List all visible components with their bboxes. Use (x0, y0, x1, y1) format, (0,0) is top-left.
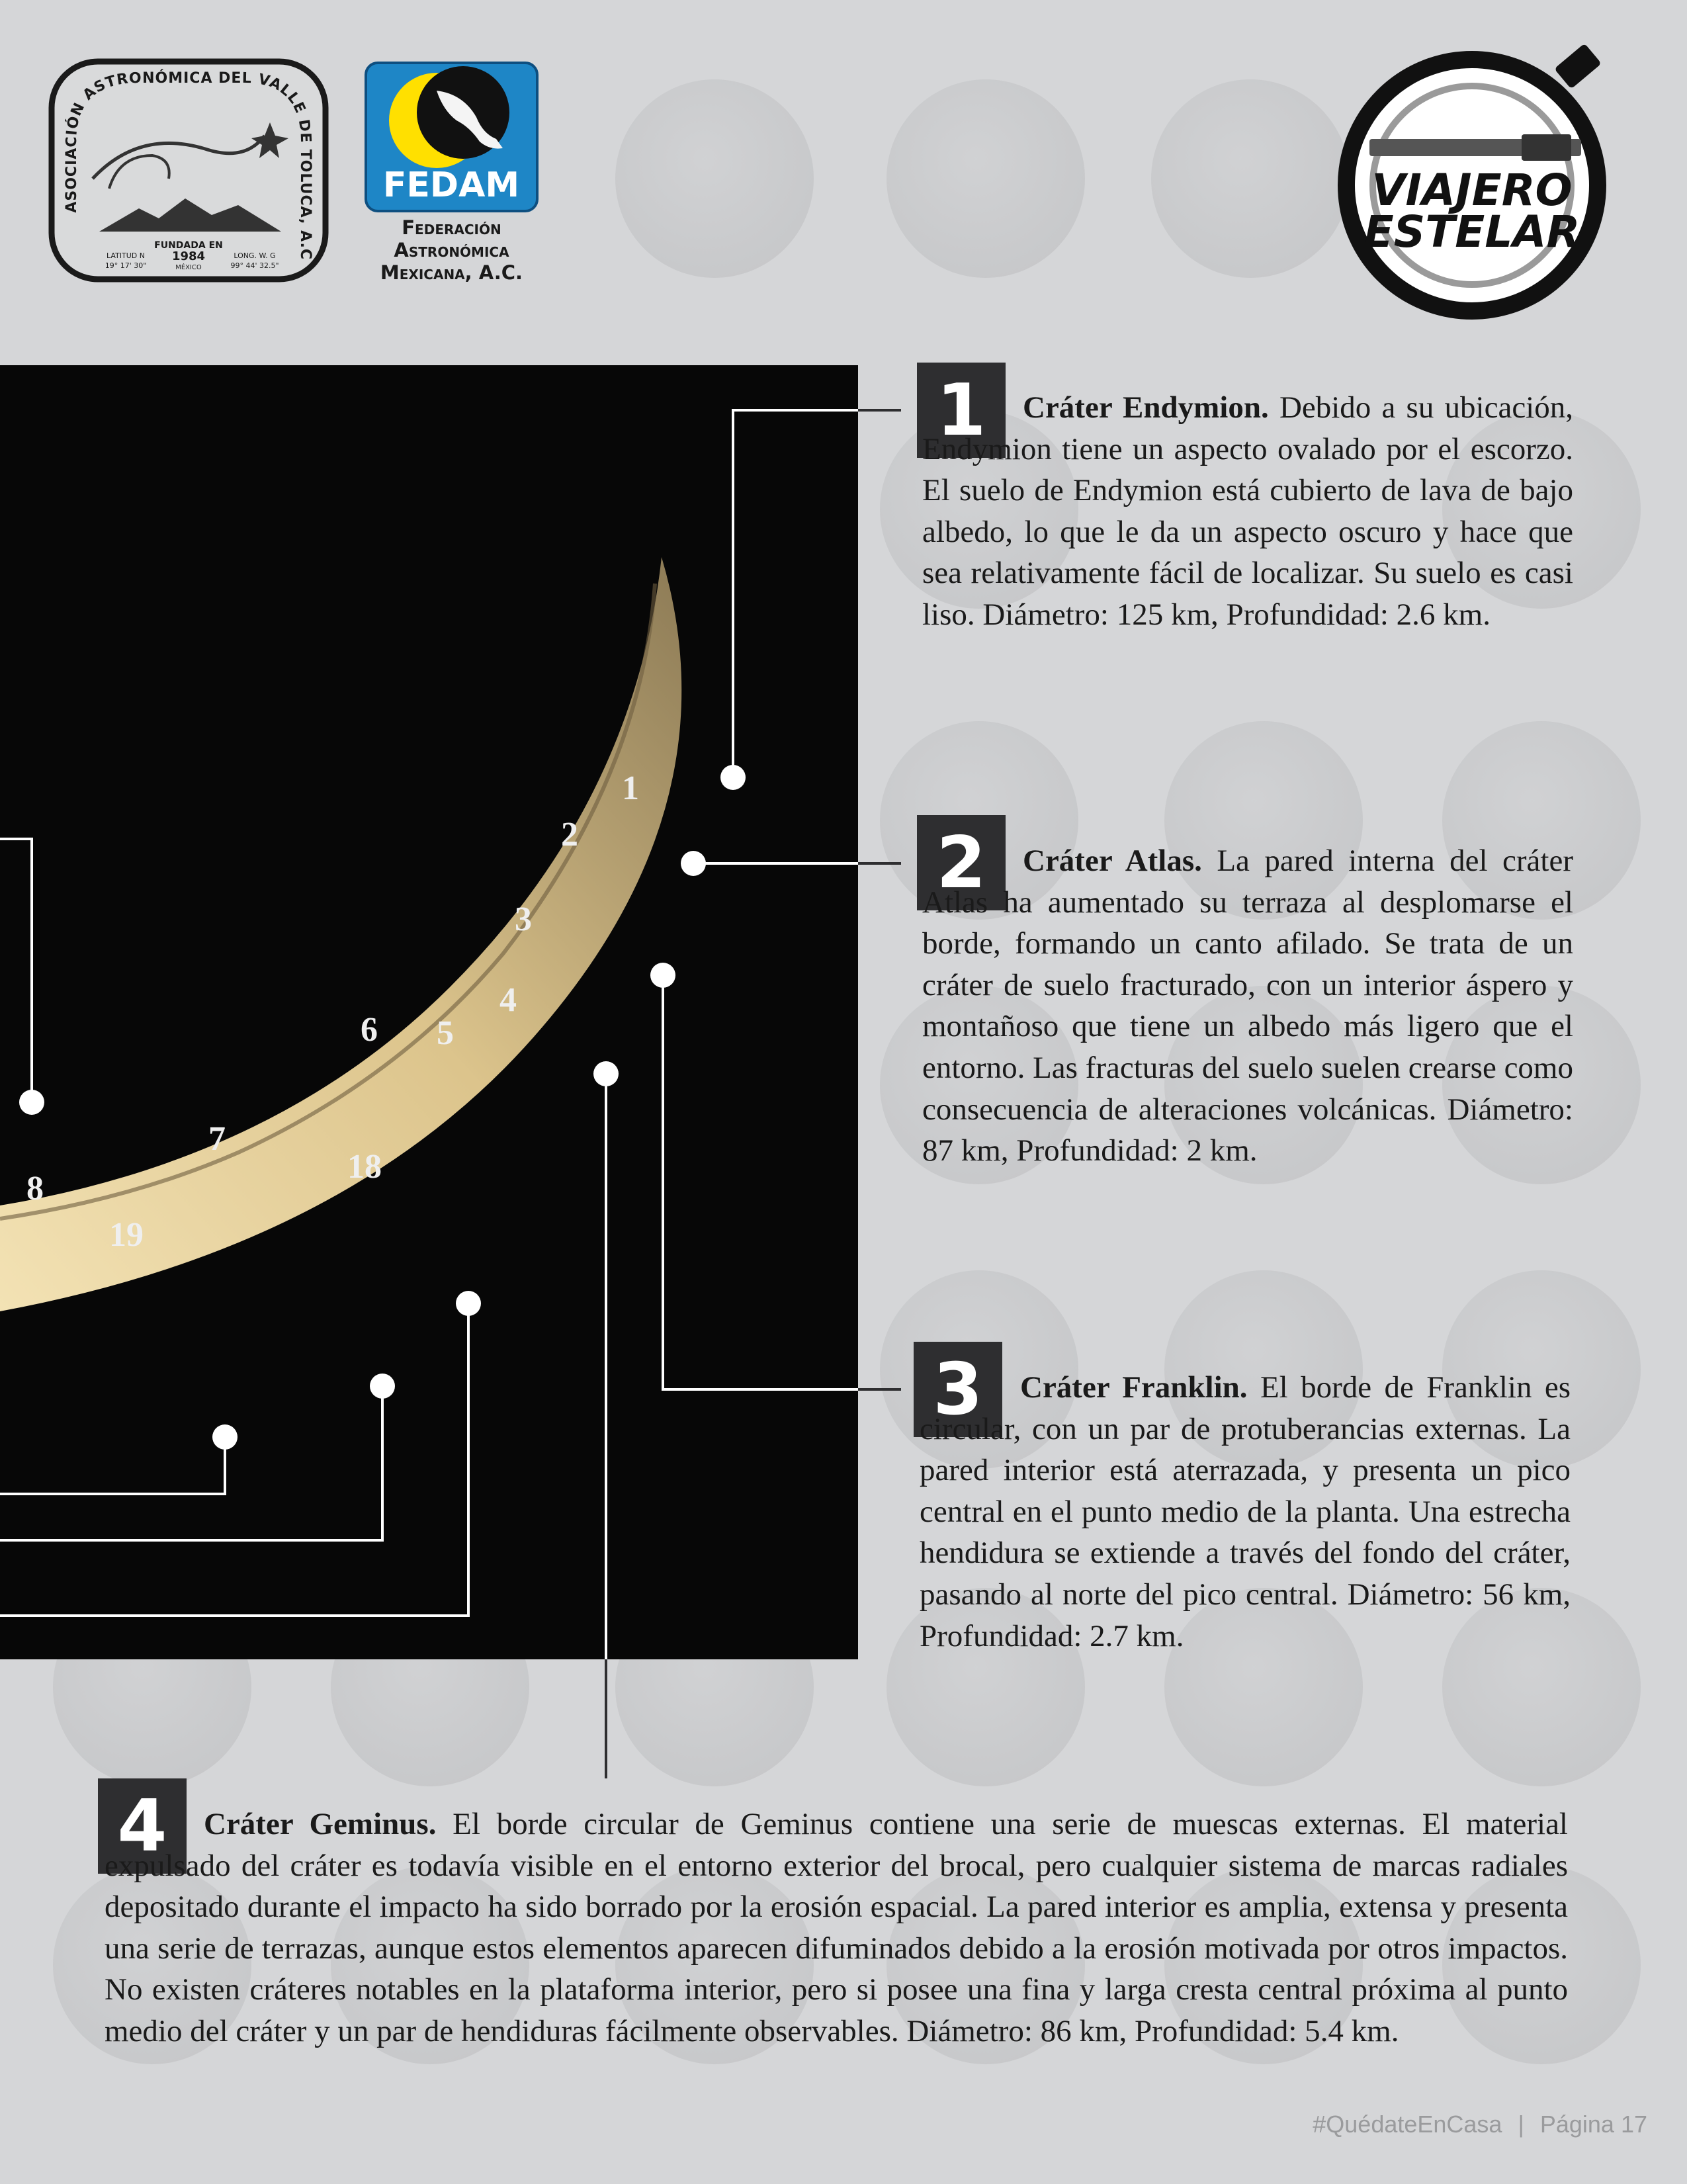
leader-dot-2 (681, 851, 706, 876)
leader-dot-4 (593, 1061, 619, 1086)
section-1-title: Cráter Endymion. (1023, 390, 1269, 425)
leader-line-1 (733, 410, 901, 777)
avt-founded-label: FUNDADA EN (154, 240, 223, 251)
section-3-text: El borde de Franklin es circular, con un par de protuberancias externas. La pared interior está aterrazada, y presenta un pico central en el punto medio de la planta. Una estrecha hendidura se extiende a través del fondo del cráter, pasando al norte del pico central. Diámetro: 56 km, Profundidad: 2.7 km. (920, 1370, 1571, 1653)
footer-hashtag: #QuédateEnCasa (1313, 2111, 1502, 2138)
avt-long-value: 99° 44' 32.5" (230, 261, 279, 270)
leader-line-3 (663, 975, 901, 1389)
avt-founded-year: 1984 (171, 249, 206, 263)
footer-separator: | (1518, 2111, 1524, 2138)
footer-page-number: Página 17 (1539, 2111, 1647, 2138)
photo-label-4: 4 (499, 981, 517, 1019)
photo-label-18: 18 (347, 1148, 382, 1186)
leader-line-4b (0, 1437, 225, 1494)
fedam-wordmark: FEDAM (382, 165, 520, 205)
fedam-line-1: Federación (402, 216, 501, 239)
leader-line-4c (0, 1386, 382, 1540)
section-3-title: Cráter Franklin. (1020, 1370, 1248, 1405)
photo-label-6: 6 (361, 1011, 378, 1049)
fedam-line-2: Astronómica (394, 239, 509, 261)
avt-city: MÉXICO (175, 264, 202, 271)
viajero-line-1: VIAJERO (1371, 165, 1573, 216)
photo-label-19: 19 (109, 1216, 144, 1254)
page-footer (1313, 2111, 1647, 2138)
fedam-line-3: Mexicana, A.C. (380, 261, 523, 284)
viajero-line-2: ESTELAR (1363, 206, 1580, 257)
section-2-title: Cráter Atlas. (1023, 844, 1202, 878)
avt-long-label: LONG. W. G (234, 251, 276, 260)
section-1-paragraph (922, 387, 1573, 636)
leader-dot-8 (19, 1090, 44, 1115)
section-2-text: La pared interna del cráter Atlas ha aumentado su terraza al desplomarse el borde, formando un canto afilado. Se trata de un cráter de suelo fracturado, con un interior áspero y montañoso que tiene un albedo más ligero que el entorno. Las fracturas del suelo suelen crearse como consecuencia de alteraciones volcánicas. Diámetro: 87 km, Profundidad: 2 km. (922, 844, 1573, 1168)
avt-lat-label: LATITUD N (107, 251, 145, 260)
section-3-paragraph (920, 1367, 1571, 1657)
section-2-paragraph (922, 840, 1573, 1172)
section-4-title: Cráter Geminus. (204, 1807, 437, 1841)
section-number-4: 4 (98, 1778, 187, 1874)
section-number-1: 1 (917, 363, 1006, 458)
section-number-2: 2 (917, 815, 1006, 910)
avt-lat-value: 19° 17' 30" (105, 261, 147, 270)
avt-arc-text: ASOCIACIÓN ASTRONÓMICA DEL VALLE DE TOLUCA, A.C (63, 69, 314, 261)
leader-dot-3 (650, 963, 675, 988)
photo-label-5: 5 (437, 1014, 454, 1052)
leader-dot-c (456, 1291, 481, 1316)
leader-dot-a (212, 1424, 238, 1450)
section-number-3: 3 (914, 1342, 1002, 1437)
section-4-paragraph (105, 1804, 1568, 2052)
leader-line-4a (0, 839, 32, 1102)
leader-dot-1 (720, 765, 746, 790)
section-4-text: El borde circular de Geminus contiene una serie de muescas externas. El material expulsado del cráter es todavía visible en el entorno exterior del brocal, pero cualquier sistema de marcas radiales depositado durante el impacto ha sido borrado por la erosión espacial. La pared interior es amplia, extensa y presenta una serie de terrazas, aunque estos elementos aparecen difuminados debido a la erosión motivada por otros impactos. No existen cráteres notables en la plataforma interior, pero si posee una fina y larga cresta central próxima al punto medio del cráter y un par de hendiduras fácilmente observables. Diámetro: 86 km, Profundidad: 5.4 km. (105, 1807, 1568, 2048)
photo-label-7: 7 (208, 1120, 226, 1158)
photo-label-2: 2 (561, 816, 578, 853)
photo-label-8: 8 (26, 1170, 44, 1207)
photo-label-3: 3 (515, 900, 532, 938)
leader-line-4d (0, 1303, 468, 1616)
leader-dot-b (370, 1374, 395, 1399)
section-1-text: Debido a su ubicación, Endymion tiene un aspecto ovalado por el escorzo. El suelo de Endymion está cubierto de lava de bajo albedo, lo que le da un aspecto oscuro y hace que sea relativamente fácil de localizar. Su suelo es casi liso. Diámetro: 125 km, Profundidad: 2.6 km. (922, 390, 1573, 632)
photo-label-1: 1 (622, 769, 639, 807)
